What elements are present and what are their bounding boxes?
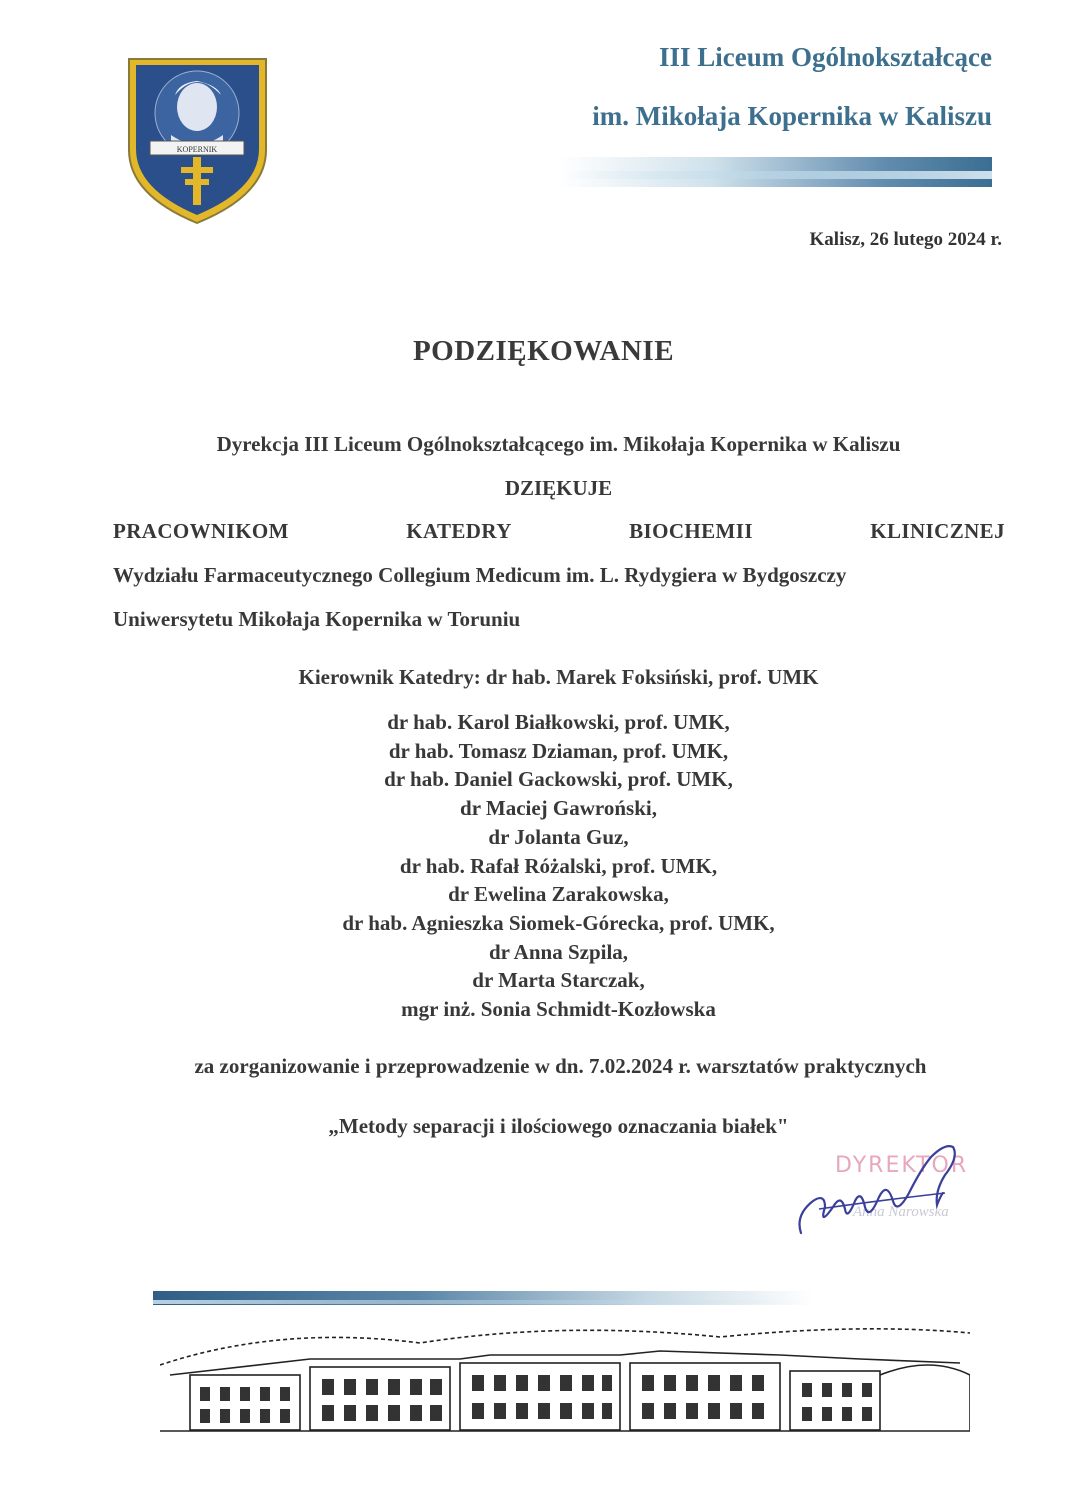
recipients-word-3: BIOCHEMII [629, 519, 753, 543]
school-crest-icon [125, 55, 270, 227]
dyrekcja-line: Dyrekcja III Liceum Ogólnokształcącego im. Mikołaja Kopernika w Kaliszu [216, 432, 901, 456]
school-name-line-2: im. Mikołaja Kopernika w Kaliszu [592, 101, 992, 131]
staff-item: dr hab. Agnieszka Siomek-Górecka, prof. UMK, [342, 910, 775, 935]
staff-item: dr hab. Daniel Gackowski, prof. UMK, [384, 767, 733, 792]
recipients-word-1: PRACOWNIKOM [113, 519, 289, 543]
staff-item: dr Marta Starczak, [472, 968, 645, 993]
staff-item: mgr inż. Sonia Schmidt-Kozłowska [401, 997, 716, 1022]
document-date: Kalisz, 26 lutego 2024 r. [809, 229, 1002, 250]
staff-item: dr Anna Szpila, [488, 939, 629, 964]
recipients-heading [113, 519, 1005, 544]
recipients-word-2: KATEDRY [406, 519, 512, 543]
staff-item: dr hab. Karol Białkowski, prof. UMK, [387, 710, 730, 734]
crest-banner-text: KOPERNIK [176, 145, 218, 154]
recipients-word-4: KLINICZNEJ [870, 519, 1005, 543]
footer-gradient-bar [153, 1291, 813, 1305]
dziekuje-line: DZIĘKUJE [504, 476, 613, 500]
school-building-sketch-icon [160, 1315, 970, 1435]
university-line: Uniwersytetu Mikołaja Kopernika w Toruniu [113, 607, 521, 631]
faculty-line: Wydziału Farmaceutycznego Collegium Medicum im. L. Rydygiera w Bydgoszczy [113, 563, 847, 587]
staff-item: dr Jolanta Guz, [488, 824, 629, 849]
head-of-department-line: Kierownik Katedry: dr hab. Marek Foksiński, prof. UMK [298, 665, 819, 689]
workshop-title: „Metody separacji i ilościowego oznaczania białek" [328, 1114, 789, 1138]
staff-list [0, 708, 1087, 1024]
stamp-label: DYREKTOR [835, 1153, 969, 1178]
document-title: PODZIĘKOWANIE [412, 335, 675, 367]
staff-item: dr hab. Tomasz Dziaman, prof. UMK, [388, 738, 729, 763]
staff-item: dr Ewelina Zarakowska, [448, 882, 669, 907]
staff-item: dr hab. Rafał Różalski, prof. UMK, [399, 853, 718, 878]
header-gradient-bar [560, 157, 992, 187]
stamp-name: Anna Narowska [853, 1204, 949, 1220]
reason-line: za zorganizowanie i przeprowadzenie w dn. 7.02.2024 r. warsztatów praktycznych [194, 1054, 927, 1078]
school-name-line-1: III Liceum Ogólnokształcące [659, 42, 992, 72]
director-stamp [795, 1135, 995, 1245]
staff-item: dr Maciej Gawroński, [460, 796, 657, 821]
